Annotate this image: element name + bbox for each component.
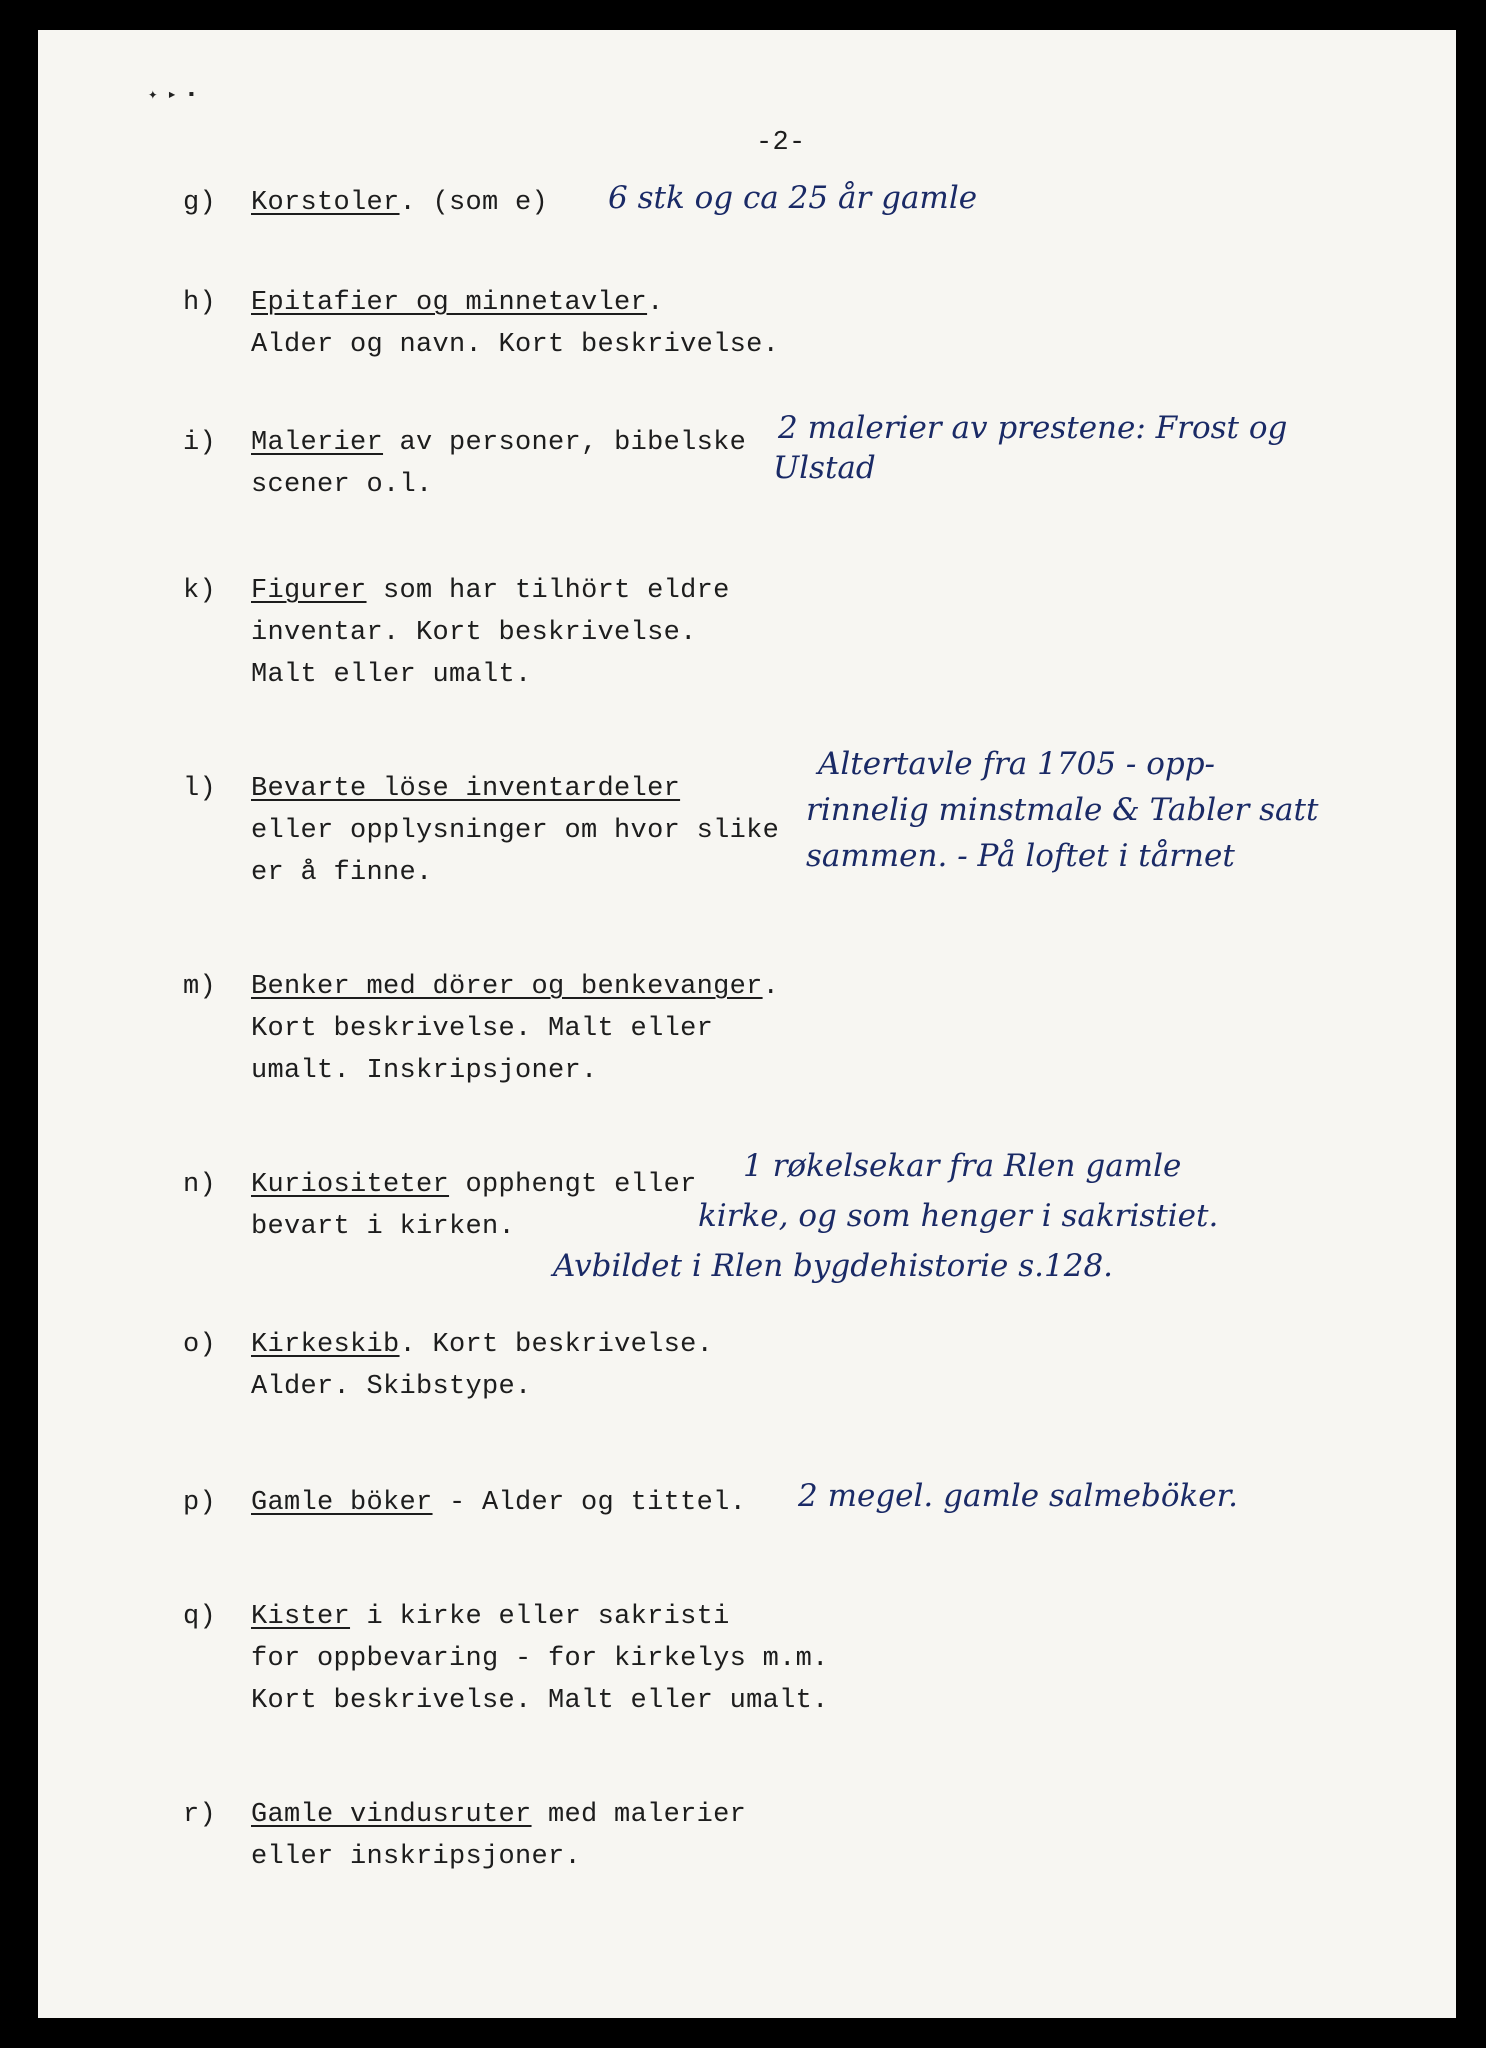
item-rest: med malerier	[531, 1800, 747, 1830]
handwritten-note-l-1: Altertavle fra 1705 - opp-	[818, 746, 1216, 782]
item-title: Bevarte löse inventardeler	[251, 774, 681, 804]
item-heading	[251, 1800, 746, 1830]
stray-marks: ✦ ▸ ▪	[148, 86, 197, 104]
item-line: umalt. Inskripsjoner.	[251, 1056, 598, 1086]
item-line: Alder og navn. Kort beskrivelse.	[251, 330, 780, 360]
handwritten-note-i-1: 2 malerier av prestene: Frost og	[778, 410, 1288, 446]
item-rest: .	[647, 288, 664, 318]
handwritten-note-n-2: kirke, og som henger i sakristiet.	[698, 1198, 1219, 1234]
item-title: Epitafier og minnetavler	[251, 288, 648, 318]
handwritten-note-n-1: 1 røkelsekar fra Rlen gamle	[743, 1148, 1182, 1184]
item-heading	[251, 972, 779, 1002]
item-heading	[251, 774, 680, 804]
handwritten-note-n-3: Avbildet i Rlen bygdehistorie s.128.	[553, 1248, 1114, 1284]
item-rest: opphengt eller	[449, 1170, 697, 1200]
handwritten-note-l-2: rinnelig minstmale & Tabler satt	[806, 792, 1319, 828]
item-line: bevart i kirken.	[251, 1212, 516, 1242]
item-letter: m)	[183, 972, 217, 1002]
item-heading	[251, 428, 746, 458]
item-letter: i)	[183, 428, 217, 458]
handwritten-note-g: 6 stk og ca 25 år gamle	[608, 180, 978, 216]
item-letter: l)	[183, 774, 217, 804]
item-title: Kuriositeter	[251, 1170, 450, 1200]
handwritten-note-p: 2 megel. gamle salmeböker.	[798, 1478, 1238, 1514]
item-rest: . (som e)	[399, 188, 549, 218]
item-line: er å finne.	[251, 858, 433, 888]
item-title: Malerier	[251, 428, 384, 458]
item-line: Malt eller umalt.	[251, 660, 532, 690]
item-heading	[251, 188, 548, 218]
item-line: Alder. Skibstype.	[251, 1372, 532, 1402]
handwritten-note-i-2: Ulstad	[773, 450, 876, 486]
item-letter: g)	[183, 188, 217, 218]
item-title: Gamle böker	[251, 1488, 433, 1518]
item-heading	[251, 288, 664, 318]
item-heading	[251, 1602, 730, 1632]
item-title: Korstoler	[251, 188, 400, 218]
item-letter: q)	[183, 1602, 217, 1632]
item-line: scener o.l.	[251, 470, 433, 500]
item-line: Kort beskrivelse. Malt eller	[251, 1014, 714, 1044]
item-title: Gamle vindusruter	[251, 1800, 532, 1830]
item-line: eller inskripsjoner.	[251, 1842, 582, 1872]
item-letter: r)	[183, 1800, 217, 1830]
document-page	[38, 30, 1456, 2018]
item-letter: n)	[183, 1170, 217, 1200]
item-line: eller opplysninger om hvor slike	[251, 816, 780, 846]
item-heading	[251, 1330, 713, 1360]
item-letter: o)	[183, 1330, 217, 1360]
page-number: -2-	[756, 128, 806, 158]
item-line: Kort beskrivelse. Malt eller umalt.	[251, 1686, 829, 1716]
item-line: inventar. Kort beskrivelse.	[251, 618, 697, 648]
item-rest: som har tilhört eldre	[366, 576, 730, 606]
item-rest: .	[762, 972, 780, 1002]
item-line: for oppbevaring - for kirkelys m.m.	[251, 1644, 829, 1674]
item-title: Benker med dörer og benkevanger	[251, 972, 763, 1002]
item-heading	[251, 1488, 746, 1518]
item-title: Figurer	[251, 576, 367, 606]
item-letter: k)	[183, 576, 217, 606]
item-title: Kister	[251, 1602, 351, 1632]
item-rest: av personer, bibelske	[383, 428, 747, 458]
item-rest: - Alder og tittel.	[432, 1488, 747, 1518]
item-title: Kirkeskib	[251, 1330, 400, 1360]
item-heading	[251, 1170, 697, 1200]
item-rest: i kirke eller sakristi	[350, 1602, 730, 1632]
item-heading	[251, 576, 730, 606]
item-letter: h)	[183, 288, 217, 318]
item-rest: . Kort beskrivelse.	[399, 1330, 714, 1360]
item-letter: p)	[183, 1488, 217, 1518]
handwritten-note-l-3: sammen. - På loftet i tårnet	[806, 838, 1235, 874]
